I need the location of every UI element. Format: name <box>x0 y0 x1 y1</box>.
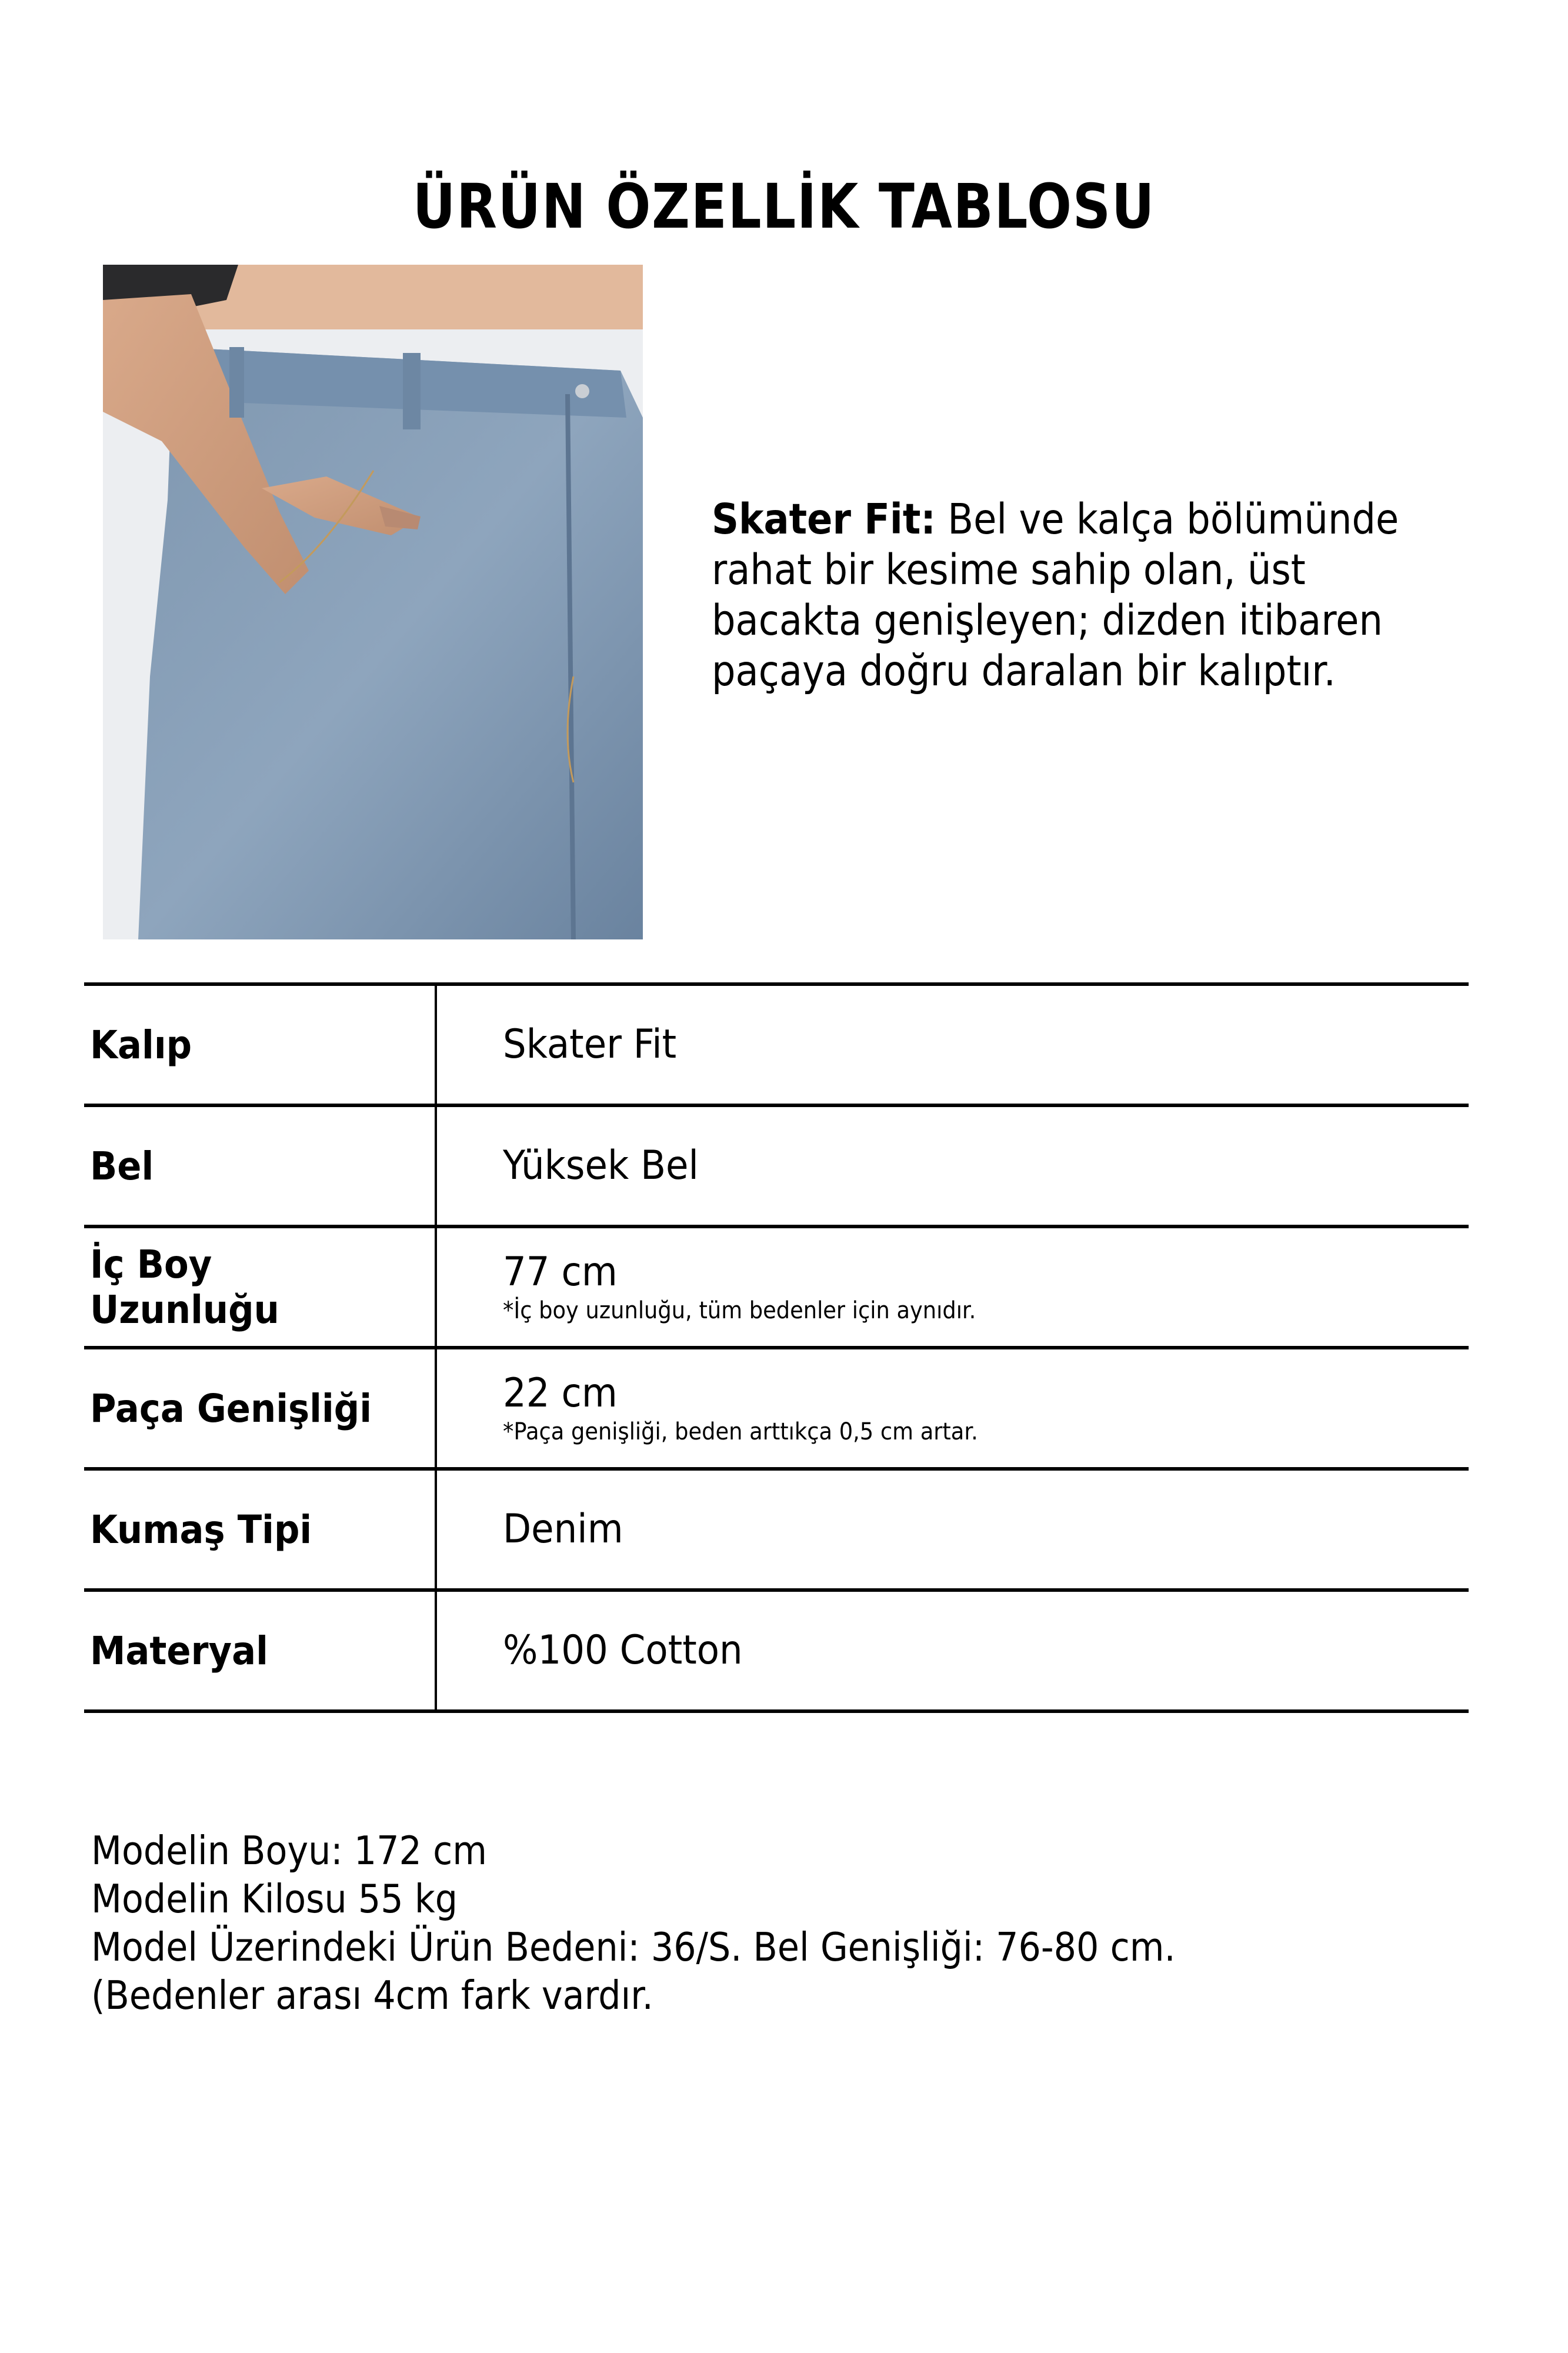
column-divider <box>435 1349 437 1467</box>
spec-label: İç Boy Uzunluğu <box>90 1242 279 1332</box>
spec-label: Bel <box>90 1143 154 1189</box>
spec-row-materyal <box>84 1588 1469 1713</box>
spec-value-cell <box>503 1592 1392 1709</box>
spec-value-cell <box>503 1471 1392 1588</box>
model-height: Modelin Boyu: 172 cm <box>91 1828 487 1874</box>
spec-label: Materyal <box>90 1628 268 1674</box>
spec-value-cell <box>503 1107 1392 1225</box>
spec-label: Kalıp <box>90 1022 192 1068</box>
product-photo <box>103 265 643 939</box>
spec-value: Skater Fit <box>503 1021 677 1068</box>
spec-value: 22 cm <box>503 1370 618 1417</box>
spec-value: 77 cm <box>503 1249 618 1295</box>
model-info <box>91 1827 1351 2019</box>
spec-value-cell <box>503 1228 1392 1346</box>
spec-row-kalip <box>84 982 1469 1104</box>
spec-row-bel <box>84 1104 1469 1225</box>
spec-label: Paça Genişliği <box>90 1385 372 1431</box>
spec-note: *Paça genişliği, beden arttıkça 0,5 cm artar. <box>503 1418 978 1445</box>
column-divider <box>435 986 437 1104</box>
spec-value: Yüksek Bel <box>503 1142 699 1189</box>
column-divider <box>435 1228 437 1346</box>
column-divider <box>435 1107 437 1225</box>
spec-label: Kumaş Tipi <box>90 1507 312 1552</box>
spec-value-cell <box>503 986 1392 1104</box>
jeans-image <box>103 265 643 939</box>
fit-description-term: Skater Fit: <box>712 495 936 544</box>
spec-note: *İç boy uzunluğu, tüm bedenler için aynıdır. <box>503 1297 976 1324</box>
spec-value-cell <box>503 1349 1392 1467</box>
column-divider <box>435 1471 437 1588</box>
model-size: Model Üzerindeki Ürün Bedeni: 36/S. Bel Genişliği: 76-80 cm. (Bedenler arası 4cm fark vardır. <box>91 1924 1187 2018</box>
spec-table <box>84 982 1469 1713</box>
fit-description <box>712 494 1410 696</box>
column-divider <box>435 1592 437 1709</box>
page-title: ÜRÜN ÖZELLİK TABLOSU <box>412 171 1156 242</box>
spec-row-paca <box>84 1346 1469 1467</box>
spec-value: %100 Cotton <box>503 1627 743 1674</box>
spec-row-ic-boy <box>84 1225 1469 1346</box>
spec-row-kumas <box>84 1467 1469 1588</box>
fit-description-text: Bel ve kalça bölümünde rahat bir kesime sahip olan, üst bacakta genişleyen; dizden itibaren paçaya doğru daralan bir kalıptır. <box>712 495 1399 695</box>
model-weight: Modelin Kilosu 55 kg <box>91 1876 458 1922</box>
spec-value: Denim <box>503 1506 623 1552</box>
